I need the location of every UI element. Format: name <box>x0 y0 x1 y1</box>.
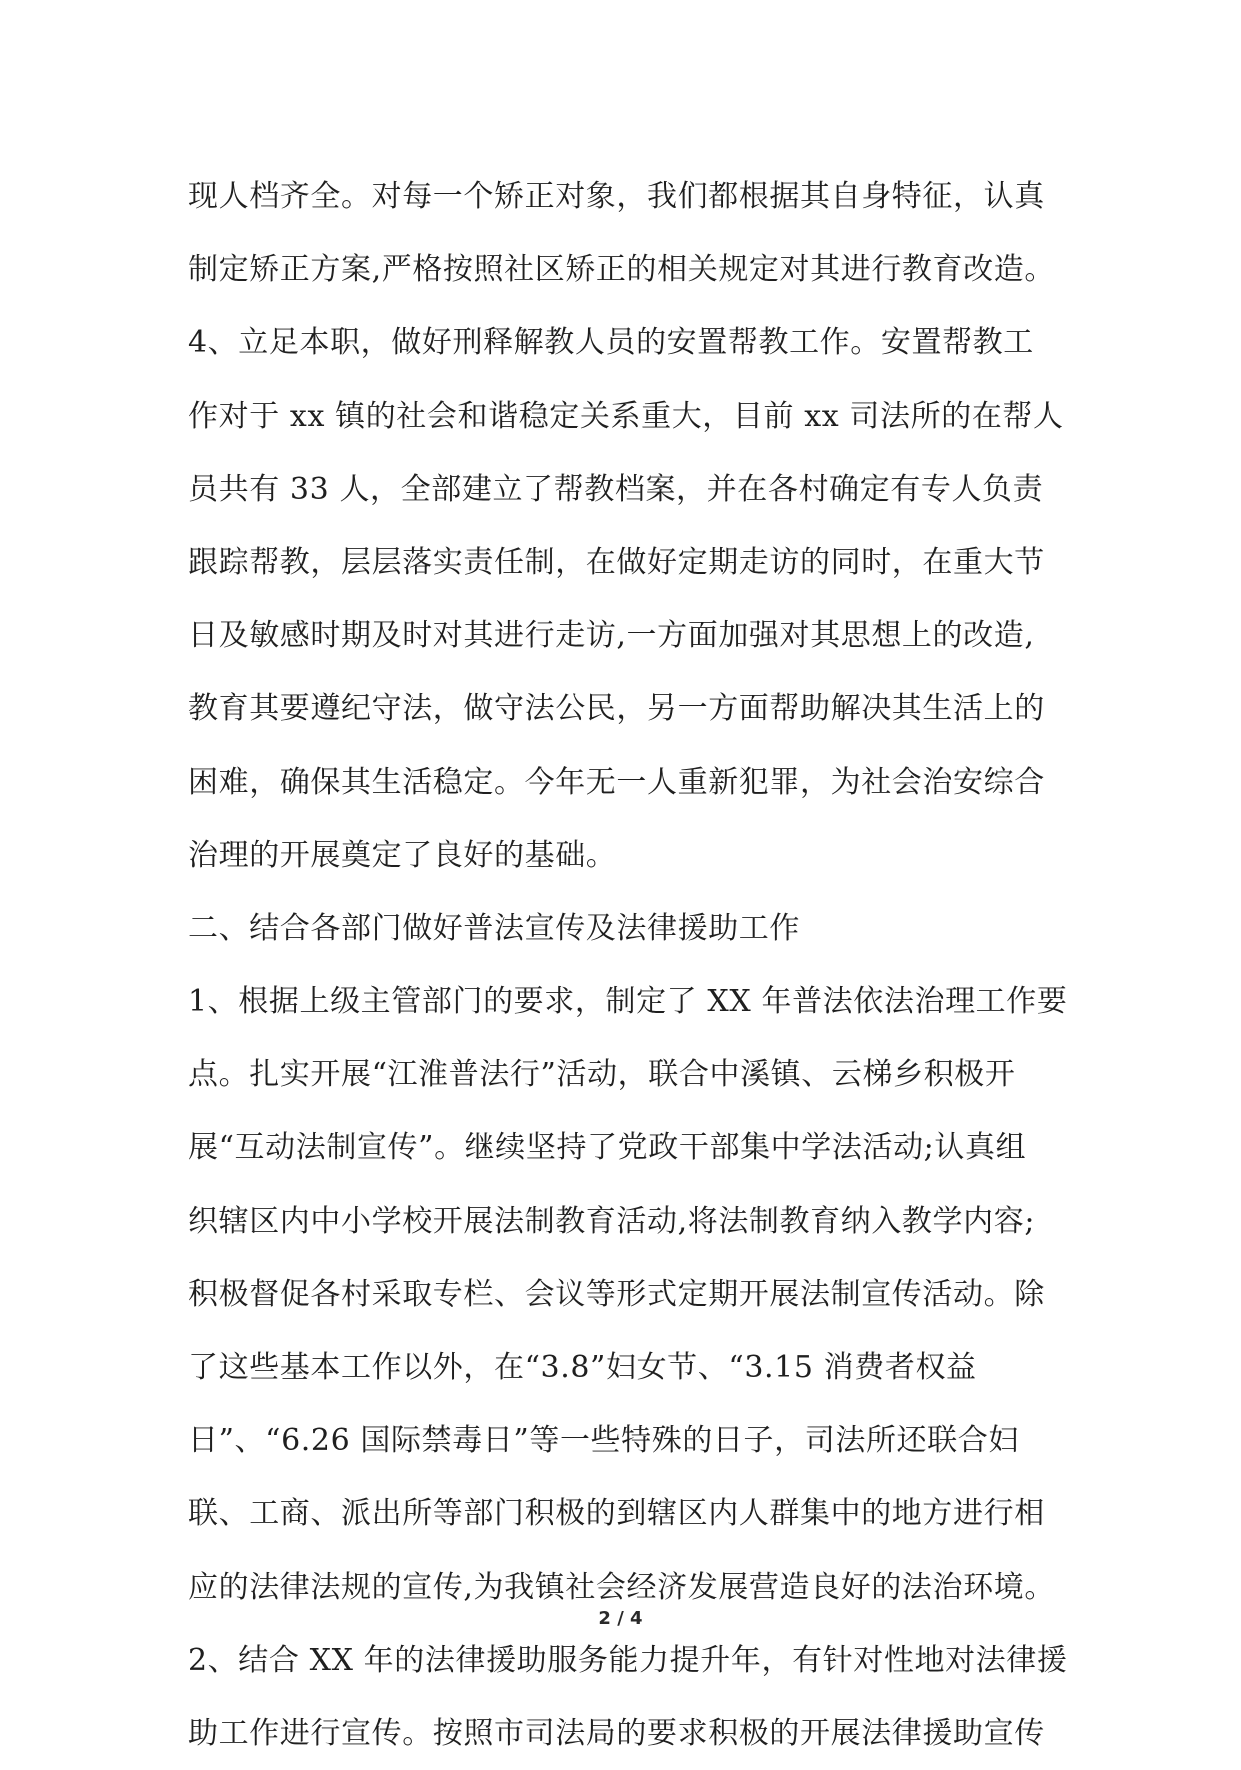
text-line: 4、立足本职，做好刑释解教人员的安置帮教工作。安置帮教工 <box>188 325 1034 361</box>
text-line: 制定矫正方案,严格按照社区矫正的相关规定对其进行教育改造。 <box>188 252 1055 288</box>
text-line: 助工作进行宣传。按照市司法局的要求积极的开展法律援助宣传 <box>188 1715 1045 1751</box>
text-line: 跟踪帮教，层层落实责任制，在做好定期走访的同时，在重大节 <box>188 544 1045 580</box>
text-line: 日及敏感时期及时对其进行走访,一方面加强对其思想上的改造, <box>188 618 1035 654</box>
text-line: 展“互动法制宣传”。继续坚持了党政干部集中学法活动;认真组 <box>188 1130 1027 1166</box>
text-line: 积极督促各村采取专栏、会议等形式定期开展法制宣传活动。除 <box>188 1276 1045 1312</box>
text-line: 点。扎实开展“江淮普法行”活动，联合中溪镇、云梯乡积极开 <box>188 1057 1016 1093</box>
text-line: 治理的开展奠定了良好的基础。 <box>188 837 617 873</box>
text-line: 教育其要遵纪守法，做守法公民，另一方面帮助解决其生活上的 <box>188 691 1045 727</box>
text-line: 联、工商、派出所等部门积极的到辖区内人群集中的地方进行相 <box>188 1496 1045 1532</box>
text-line: 员共有 33 人，全部建立了帮教档案，并在各村确定有专人负责 <box>188 471 1044 507</box>
text-line: 日”、“6.26 国际禁毒日”等一些特殊的日子，司法所还联合妇 <box>188 1423 1019 1459</box>
page-number: 2 / 4 <box>598 1608 643 1629</box>
text-line: 困难，确保其生活稳定。今年无一人重新犯罪，为社会治安综合 <box>188 764 1045 800</box>
text-line: 作对于 xx 镇的社会和谐稳定关系重大，目前 xx 司法所的在帮人 <box>188 398 1064 434</box>
text-line: 现人档齐全。对每一个矫正对象，我们都根据其自身特征，认真 <box>188 179 1045 214</box>
text-line: 织辖区内中小学校开展法制教育活动,将法制教育纳入教学内容; <box>188 1203 1036 1239</box>
section-heading: 二、结合各部门做好普法宣传及法律援助工作 <box>188 910 800 946</box>
text-line: 应的法律法规的宣传,为我镇社会经济发展营造良好的法治环境。 <box>188 1569 1055 1605</box>
text-line: 2、结合 XX 年的法律援助服务能力提升年，有针对性地对法律援 <box>188 1642 1068 1678</box>
text-line: 1、根据上级主管部门的要求，制定了 XX 年普法依法治理工作要 <box>188 984 1068 1020</box>
body-text <box>188 160 1068 1770</box>
text-line: 了这些基本工作以外，在“3.8”妇女节、“3.15 消费者权益 <box>188 1350 977 1385</box>
